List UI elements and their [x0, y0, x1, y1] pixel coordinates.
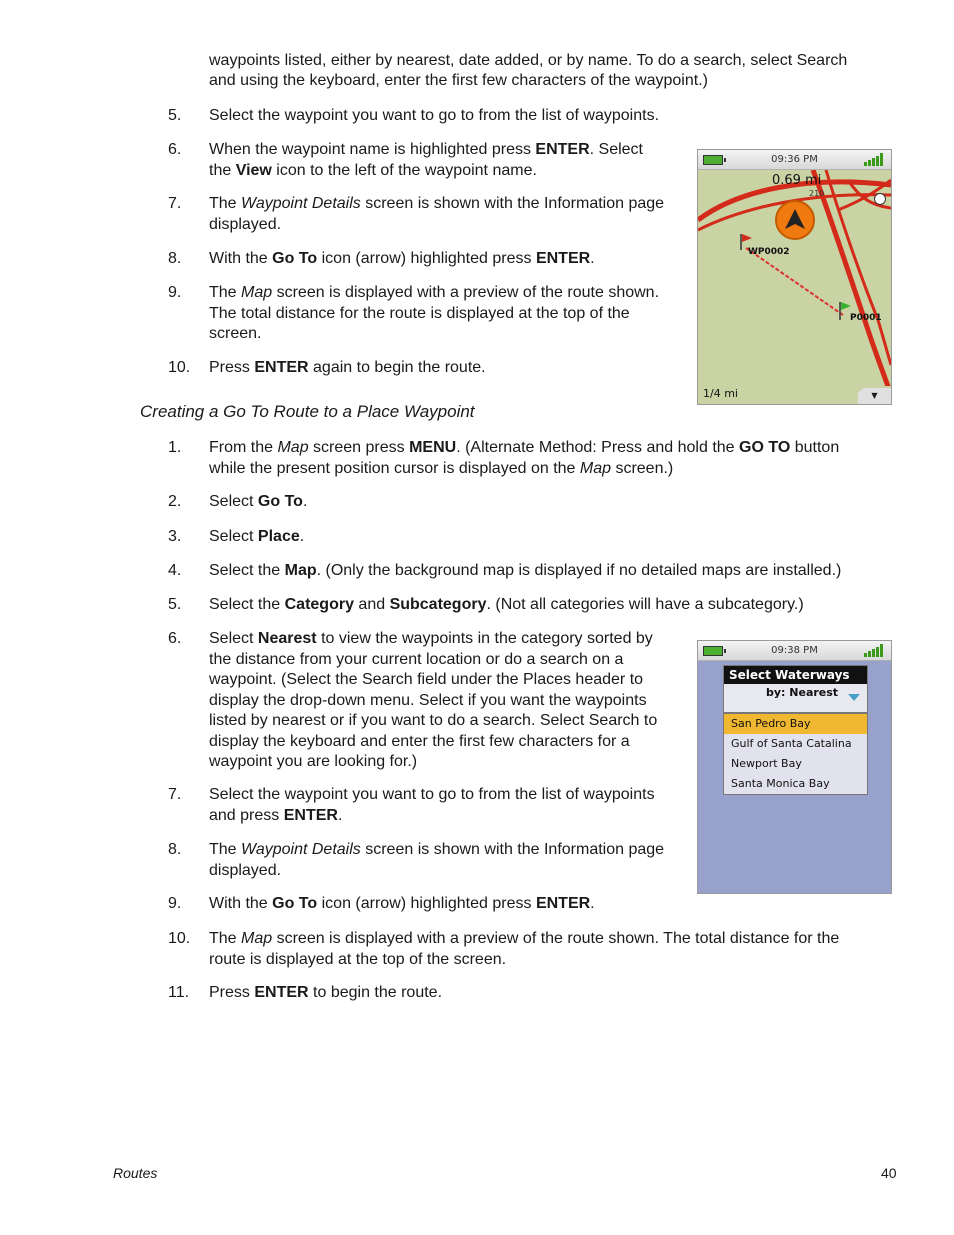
step-text-line: The total distance for the route is displayed at the top of the	[209, 304, 630, 322]
step-number: 7.	[168, 786, 182, 803]
step-text-line: When the waypoint name is highlighted press ENTER. Select	[209, 141, 643, 158]
map-menu-tab[interactable]: ▼	[858, 388, 891, 404]
step-text-line: Select Nearest to view the waypoints in the category sorted by	[209, 630, 653, 647]
step-text-line: The Map screen is displayed with a preview of the route shown. The total distance for the	[209, 930, 840, 947]
step-text-line: Select the Category and Subcategory. (Not all categories will have a subcategory.)	[209, 596, 804, 613]
places-title: Select Waterways	[724, 666, 867, 684]
time-label: 09:38 PM	[771, 645, 818, 656]
step-number: 10.	[168, 930, 191, 947]
places-header[interactable]	[723, 665, 868, 713]
poi-icon	[874, 193, 886, 205]
step-text-line: and press ENTER.	[209, 806, 343, 824]
status-bar	[698, 150, 891, 170]
step-text-line: The Waypoint Details screen is shown with the Information page	[209, 841, 665, 858]
list-item[interactable]: Santa Monica Bay	[731, 777, 830, 790]
list-item[interactable]: Newport Bay	[731, 757, 802, 770]
time-label: 09:36 PM	[771, 154, 818, 165]
signal-icon	[864, 153, 886, 166]
step-text-line: Press ENTER again to begin the route.	[209, 359, 486, 376]
signal-icon	[864, 644, 886, 657]
step-text-line: the View icon to the left of the waypoint name.	[209, 161, 537, 179]
step-text-line: display the keyboard and enter the first few characters for a	[209, 732, 630, 750]
chevron-down-icon	[848, 692, 860, 702]
step-text-line: The Map screen is displayed with a preview of the route shown.	[209, 284, 660, 301]
step-number: 11.	[168, 984, 190, 1001]
step-text-line: Select the waypoint you want to go to from the list of waypoints	[209, 786, 655, 803]
step-number: 2.	[168, 493, 182, 510]
waterways-screenshot	[697, 640, 892, 894]
map-scale: 1/4 mi	[703, 384, 763, 405]
step-number: 8.	[168, 250, 182, 267]
route-distance: 0.69 mi	[772, 173, 822, 188]
sort-selector[interactable]: by: Nearest	[766, 686, 839, 699]
step-text-line: displayed.	[209, 215, 282, 233]
step-number: 8.	[168, 841, 182, 858]
step-number: 5.	[168, 107, 182, 124]
step-number: 1.	[168, 439, 182, 456]
waypoint-b-label: P0001	[850, 313, 882, 323]
step-text-line: Select the waypoint you want to go to from the list of waypoints.	[209, 107, 660, 124]
step-number: 10.	[168, 359, 191, 376]
status-bar	[698, 641, 891, 661]
step-number: 3.	[168, 528, 182, 545]
step-text-line: Select Place.	[209, 528, 305, 545]
step-text-line: With the Go To icon (arrow) highlighted press ENTER.	[209, 250, 595, 267]
step-text-line: route is displayed at the top of the screen.	[209, 950, 507, 968]
step-number: 6.	[168, 141, 182, 158]
step-number: 9.	[168, 284, 182, 301]
step-text-line: Press ENTER to begin the route.	[209, 984, 443, 1001]
step-text-line: waypoint. (Select the Search field under the Places header to	[209, 671, 644, 688]
step-text-line: display the drop-down menu. Select if you want the waypoints	[209, 691, 647, 709]
step-text-line: Select the Map. (Only the background map is displayed if no detailed maps are installed.)	[209, 562, 842, 579]
waypoint-a-label: WP0002	[748, 247, 790, 257]
list-item[interactable]: Gulf of Santa Catalina	[731, 737, 852, 750]
step-number: 7.	[168, 195, 182, 212]
step-text-line: With the Go To icon (arrow) highlighted press ENTER.	[209, 895, 595, 912]
road-label: 210	[809, 189, 825, 198]
battery-icon	[703, 155, 723, 165]
page-number: 40	[881, 1165, 897, 1181]
footer-section: Routes	[113, 1165, 158, 1181]
step-number: 5.	[168, 596, 182, 613]
step-text-line: waypoint you are looking for.)	[209, 753, 418, 770]
step-text-line: listed by nearest or if you want to do a search. Select Search to	[209, 712, 658, 729]
waterways-list	[723, 713, 868, 795]
step-text-line: the distance from your current location or do a search on a	[209, 650, 624, 668]
intro-line-2: and using the keyboard, enter the first few characters of the waypoint.)	[209, 72, 708, 89]
step-text-line: The Waypoint Details screen is shown with the Information page	[209, 195, 665, 212]
intro-line-1: waypoints listed, either by nearest, date added, or by name. To do a search, select Search	[209, 52, 848, 69]
step-number: 9.	[168, 895, 182, 912]
step-text-line: while the present position cursor is displayed on the Map screen.)	[209, 459, 674, 477]
step-text-line: displayed.	[209, 861, 282, 879]
step-text-line: Select Go To.	[209, 493, 308, 510]
map-screenshot	[697, 149, 892, 405]
goto-arrow-icon[interactable]	[775, 200, 815, 240]
battery-icon	[703, 646, 723, 656]
step-text-line: screen.	[209, 325, 262, 342]
list-item[interactable]: San Pedro Bay	[724, 714, 867, 734]
step-text-line: From the Map screen press MENU. (Alternate Method: Press and hold the GO TO button	[209, 439, 840, 456]
section-heading: Creating a Go To Route to a Place Waypoint	[140, 402, 475, 421]
step-number: 6.	[168, 630, 182, 647]
step-number: 4.	[168, 562, 182, 579]
